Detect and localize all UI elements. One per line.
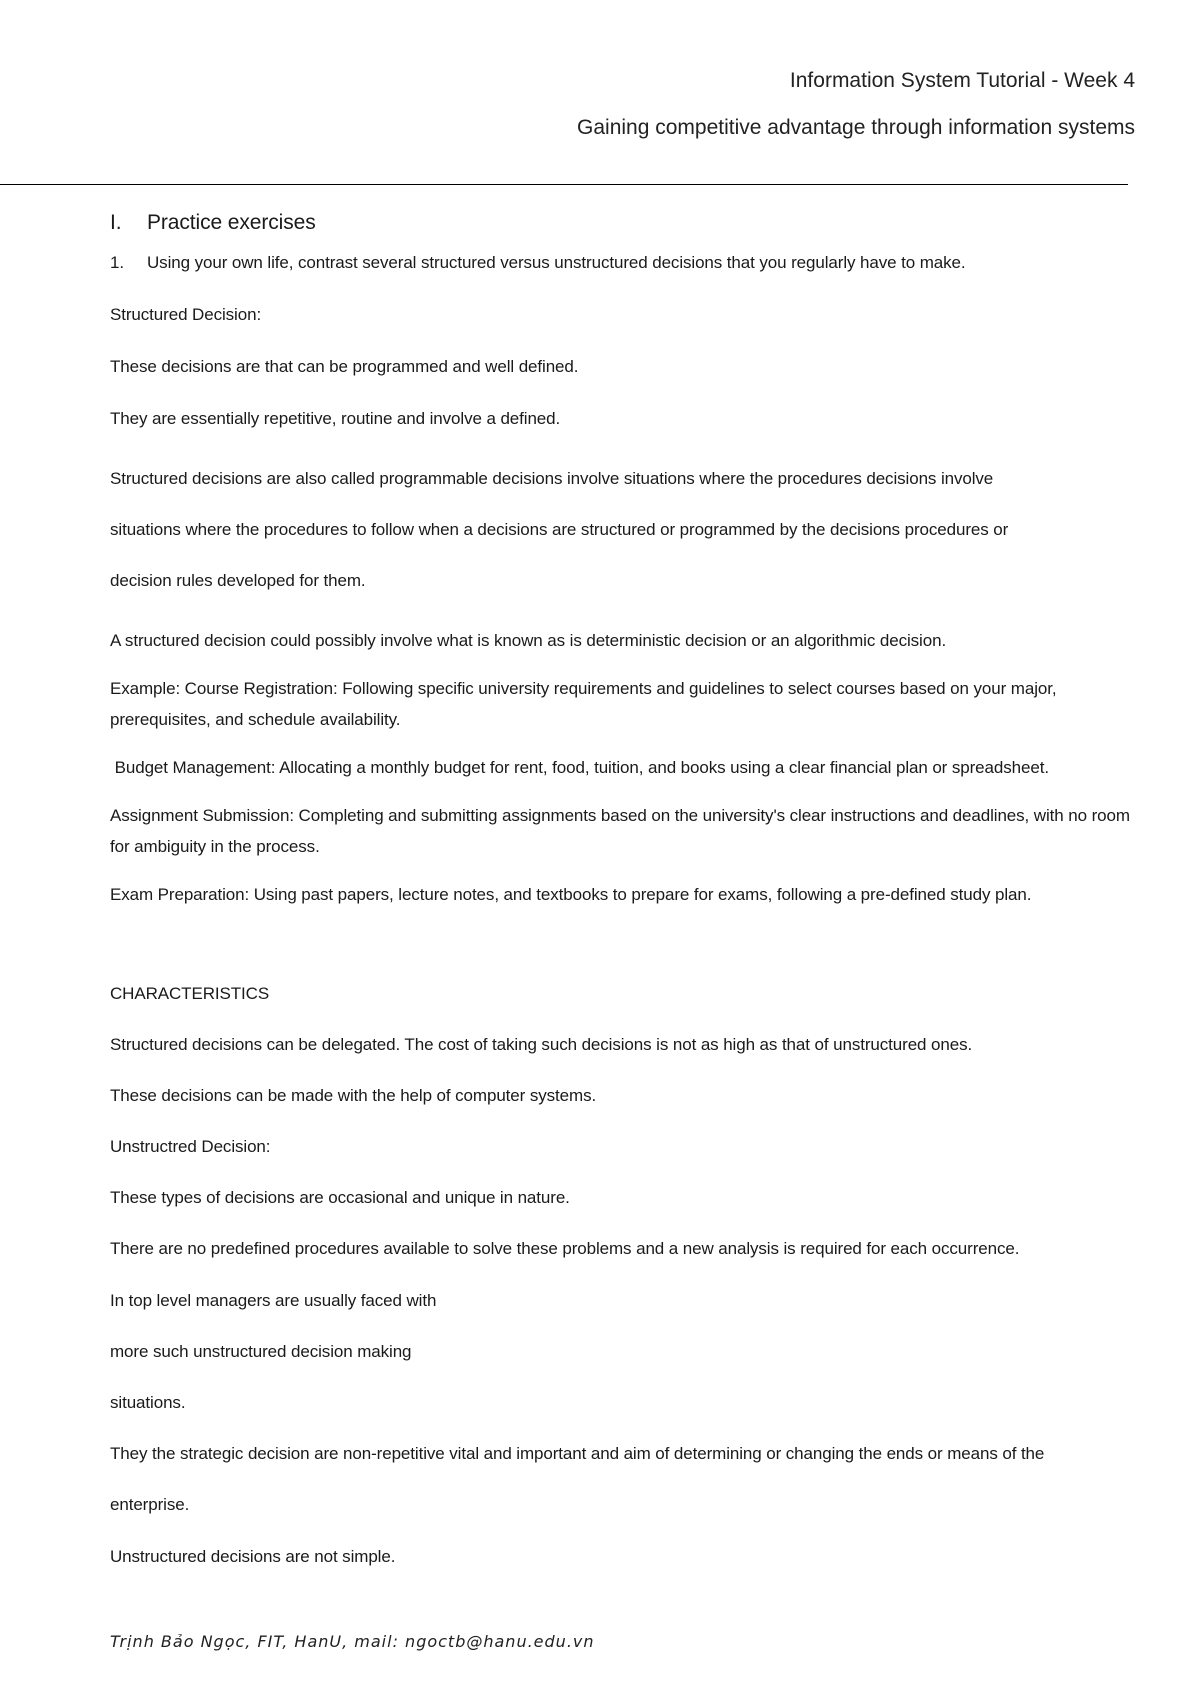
paragraph-example: Example: Course Registration: Following specific university requirements and guidelines to select courses based on your major, prerequisites, and schedule availability. xyxy=(110,679,1057,729)
section-heading xyxy=(110,210,1140,236)
paragraph: Unstructured decisions are not simple. xyxy=(110,1547,396,1566)
paragraph: Assignment Submission: Completing and submitting assignments based on the university's clear instructions and deadlines, with no room for ambiguity in the process. xyxy=(110,806,1130,856)
paragraph-structured-decision-heading: Structured Decision: xyxy=(110,305,262,324)
question-number: 1. xyxy=(110,253,124,272)
paragraph: These decisions can be made with the help of computer systems. xyxy=(110,1086,597,1105)
characteristics-heading: CHARACTERISTICS xyxy=(110,984,270,1003)
paragraph-block xyxy=(110,453,1140,606)
header-divider xyxy=(0,184,1128,185)
paragraph-line: In top level managers are usually faced with xyxy=(110,1291,437,1310)
question-text: Using your own life, contrast several structured versus unstructured decisions that you regularly have to make. xyxy=(147,253,966,272)
paragraph: These types of decisions are occasional and unique in nature. xyxy=(110,1188,570,1207)
paragraph-block xyxy=(110,1275,1140,1428)
section-number: I. xyxy=(110,211,122,234)
paragraph: They are essentially repetitive, routine and involve a defined. xyxy=(110,409,561,428)
paragraph: These decisions are that can be programmed and well defined. xyxy=(110,357,579,376)
paragraph-line: situations where the procedures to follow when a decisions are structured or programmed by the decisions procedures or xyxy=(110,520,1009,539)
paragraph-line: They the strategic decision are non-repetitive vital and important and aim of determining or changing the ends or means of the xyxy=(110,1444,1045,1463)
section-title: Practice exercises xyxy=(147,211,316,234)
paragraph-line: decision rules developed for them. xyxy=(110,571,366,590)
paragraph: Budget Management: Allocating a monthly budget for rent, food, tuition, and books using a clear financial plan or spreadsheet. xyxy=(110,758,1049,777)
paragraph: Structured decisions can be delegated. The cost of taking such decisions is not as high as that of unstructured ones. xyxy=(110,1035,973,1054)
paragraph-line: Structured decisions are also called programmable decisions involve situations where the procedures decisions involve xyxy=(110,469,994,488)
header-title: Information System Tutorial - Week 4 xyxy=(789,69,1135,92)
page-footer: Trịnh Bảo Ngọc, FIT, HanU, mail: ngoctb@hanu.edu.vn xyxy=(110,1632,595,1651)
paragraph-line: enterprise. xyxy=(110,1495,190,1514)
paragraph: There are no predefined procedures available to solve these problems and a new analysis is required for each occurrence. xyxy=(110,1239,1020,1258)
paragraph: Exam Preparation: Using past papers, lecture notes, and textbooks to prepare for exams, following a pre-defined study plan. xyxy=(110,885,1032,904)
paragraph-unstructured-decision-heading: Unstructred Decision: xyxy=(110,1137,271,1156)
header-subtitle: Gaining competitive advantage through information systems xyxy=(577,116,1135,139)
question-item xyxy=(110,250,1140,275)
document-body xyxy=(110,210,1140,1569)
paragraph-line: more such unstructured decision making xyxy=(110,1342,412,1361)
paragraph-line: situations. xyxy=(110,1393,186,1412)
paragraph-block xyxy=(110,1428,1140,1530)
page-header xyxy=(577,70,1135,138)
paragraph: A structured decision could possibly involve what is known as is deterministic decision or an algorithmic decision. xyxy=(110,631,947,650)
